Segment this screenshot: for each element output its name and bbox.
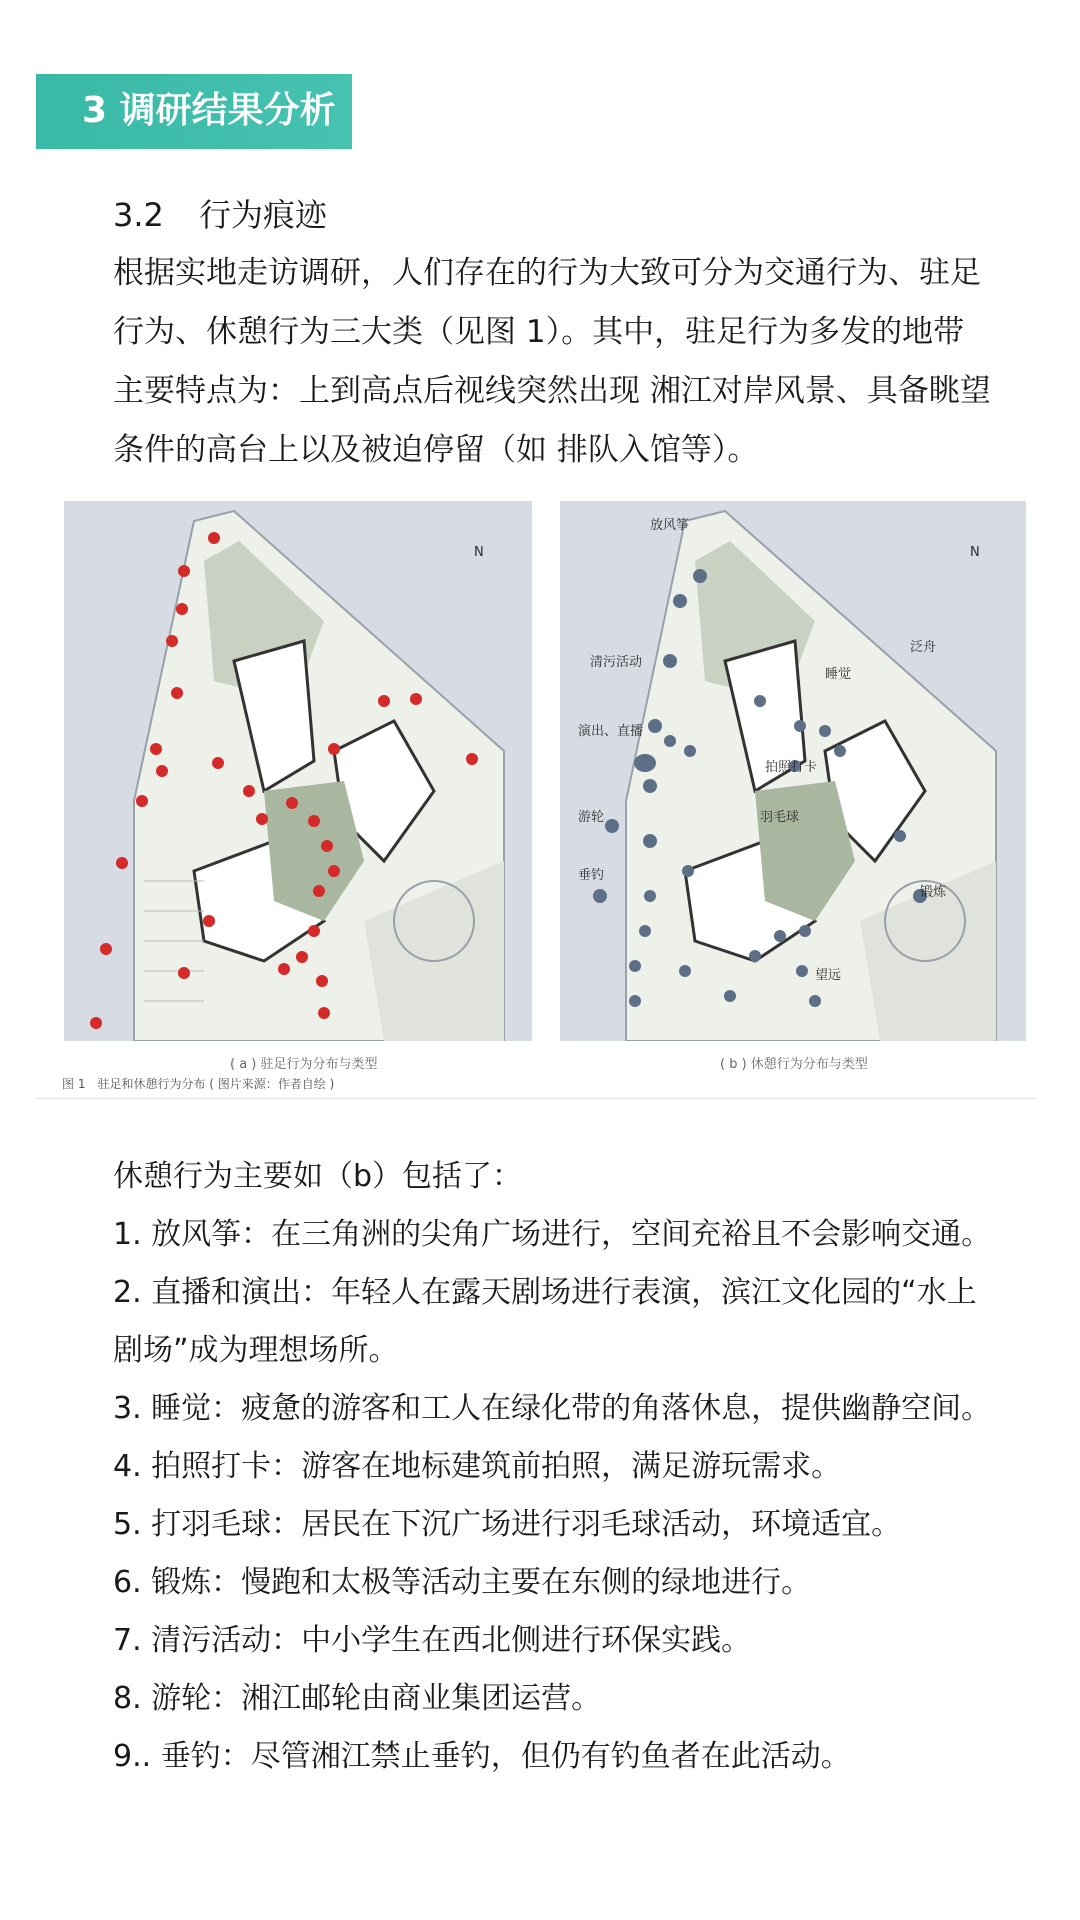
figure-sublabel-a: ( a ) 驻足行为分布与类型 bbox=[230, 1057, 378, 1072]
figure-caption: 图 1 驻足和休憩行为分布 ( 图片来源：作者自绘 ) bbox=[62, 1077, 335, 1091]
figure-1 bbox=[60, 495, 1030, 1095]
map-b-north-label: N bbox=[970, 545, 980, 560]
label-perform: 演出、直播 bbox=[578, 724, 644, 739]
list-item: 6. 锻炼：慢跑和太极等活动主要在东侧的绿地进行。 bbox=[113, 1565, 812, 1600]
map-rest-behavior bbox=[560, 501, 1026, 1041]
list-item: 4. 拍照打卡：游客在地标建筑前拍照，满足游玩需求。 bbox=[113, 1449, 842, 1484]
label-cruise: 游轮 bbox=[578, 810, 605, 825]
list-item: 9.. 垂钓：尽管湘江禁止垂钓，但仍有钓鱼者在此活动。 bbox=[113, 1739, 851, 1774]
label-clean: 清污活动 bbox=[590, 655, 643, 670]
section-header-title: 3 调研结果分析 bbox=[82, 90, 336, 131]
map-a-drawing bbox=[64, 501, 532, 1041]
divider bbox=[36, 1098, 1036, 1099]
map-b-drawing bbox=[560, 501, 1026, 1041]
sub-heading-title: 行为痕迹 bbox=[199, 196, 328, 234]
map-a-north-label: N bbox=[474, 545, 484, 560]
list-item: 2. 直播和演出：年轻人在露天剧场进行表演，滨江文化园的“水上剧场”成为理想场所。 bbox=[113, 1275, 977, 1368]
list-item: 1. 放风筝：在三角洲的尖角广场进行，空间充裕且不会影响交通。 bbox=[113, 1217, 992, 1252]
label-fishing: 垂钓 bbox=[578, 868, 605, 883]
figure-sublabel-b: ( b ) 休憩行为分布与类型 bbox=[720, 1057, 868, 1072]
sub-heading bbox=[113, 190, 327, 240]
map-stop-behavior bbox=[64, 501, 532, 1041]
sub-heading-number: 3.2 bbox=[113, 196, 164, 234]
label-boat: 泛舟 bbox=[910, 640, 937, 655]
label-exercise: 锻炼 bbox=[920, 885, 947, 900]
rest-behavior-list bbox=[113, 1148, 993, 1786]
list-lead: 休憩行为主要如（b）包括了： bbox=[113, 1159, 523, 1194]
section-header-bar bbox=[36, 74, 352, 149]
label-photo: 拍照打卡 bbox=[765, 760, 818, 775]
list-item: 7. 清污活动：中小学生在西北侧进行环保实践。 bbox=[113, 1623, 752, 1658]
list-item: 3. 睡觉：疲惫的游客和工人在绿化带的角落休息，提供幽静空间。 bbox=[113, 1391, 992, 1426]
intro-paragraph: 根据实地走访调研，人们存在的行为大致可分为交通行为、驻足行为、休憩行为三大类（见图 1）。其中，驻足行为多发的地带主要特点为：上到高点后视线突然出现 湘江对岸风景、具备眺望条件的高台上以及被迫停留（如 排队入馆等）。 bbox=[113, 255, 991, 468]
label-kite: 放风筝 bbox=[650, 518, 690, 533]
label-overlook: 望远 bbox=[815, 968, 842, 983]
list-item: 5. 打羽毛球：居民在下沉广场进行羽毛球活动，环境适宜。 bbox=[113, 1507, 902, 1542]
label-sleep: 睡觉 bbox=[825, 667, 852, 682]
label-badminton: 羽毛球 bbox=[760, 810, 800, 825]
list-item: 8. 游轮：湘江邮轮由商业集团运营。 bbox=[113, 1681, 602, 1716]
